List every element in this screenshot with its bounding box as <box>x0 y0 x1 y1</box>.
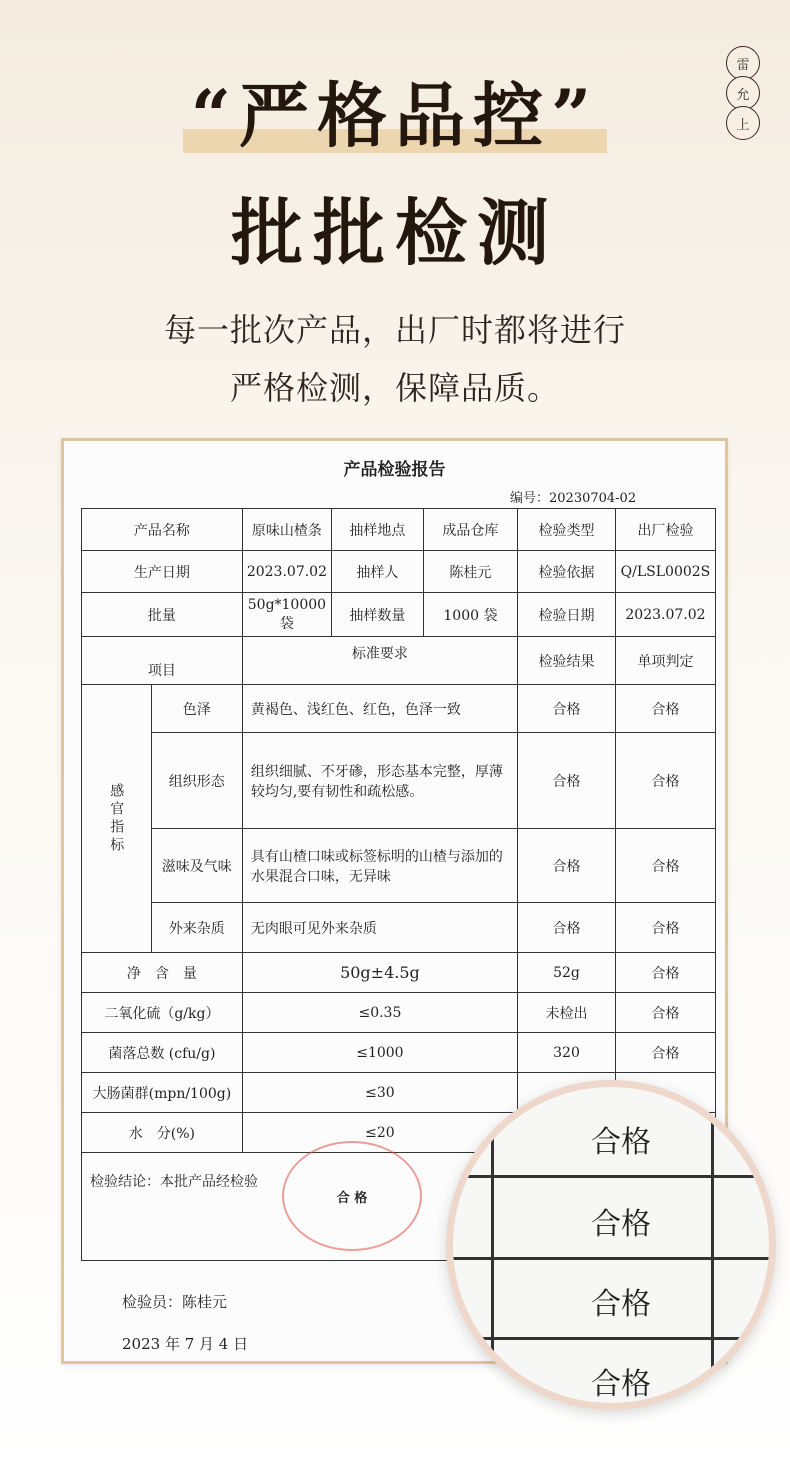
grid-line <box>453 1257 769 1260</box>
table-row <box>82 685 716 733</box>
table-cell: 抽样数量 <box>332 593 424 637</box>
table-cell: 成品仓库 <box>423 509 517 551</box>
conclusion-value: 合 格 <box>336 1190 368 1206</box>
table-cell: 生产日期 <box>82 551 243 593</box>
table-cell: 色泽 <box>151 685 242 733</box>
magnified-result: 合格 <box>591 1125 651 1160</box>
table-cell: 未检出 <box>518 993 616 1033</box>
conclusion-label: 检验结论：本批产品经检验 <box>90 1174 258 1190</box>
header-judgement: 单项判定 <box>615 637 715 685</box>
grid-line <box>453 1337 769 1340</box>
table-cell: 原味山楂条 <box>242 509 331 551</box>
table-row <box>82 993 716 1033</box>
table-cell: 50g*10000 袋 <box>242 593 331 637</box>
table-row <box>82 829 716 903</box>
table-cell: 合格 <box>615 903 715 953</box>
table-cell: 50g±4.5g <box>242 953 517 993</box>
table-header-row <box>82 637 716 685</box>
subtitle-line: 严格检测，保障品质。 <box>229 369 560 407</box>
magnified-result: 合格 <box>591 1367 651 1402</box>
table-cell: 合格 <box>518 829 616 903</box>
hero-title-line2: 批批检测 <box>230 190 559 275</box>
table-row <box>82 903 716 953</box>
sensory-group-label <box>82 685 152 953</box>
header-result: 检验结果 <box>518 637 616 685</box>
table-cell: 滋味及气味 <box>151 829 242 903</box>
inspector: 检验员：陈桂元 <box>122 1293 228 1311</box>
report-number: 编号：20230704-02 <box>510 491 637 506</box>
table-cell: 出厂检验 <box>615 509 715 551</box>
report-date: 2023 年 7 月 4 日 <box>122 1335 249 1353</box>
table-cell: 合格 <box>615 685 715 733</box>
grid-line <box>711 1087 714 1403</box>
table-cell: 组织细腻、不牙碜，形态基本完整，厚薄较均匀,要有韧性和疏松感。 <box>242 733 517 829</box>
header-standard: 标准要求 <box>242 637 517 685</box>
table-cell: 2023.07.02 <box>615 593 715 637</box>
table-cell: 合格 <box>615 1033 715 1073</box>
table-row <box>82 953 716 993</box>
table-cell: 320 <box>518 1033 616 1073</box>
report-title: 产品检验报告 <box>343 460 446 480</box>
table-cell: 无肉眼可见外来杂质 <box>242 903 517 953</box>
header-item: 项目 <box>82 637 243 685</box>
grid-line <box>491 1087 494 1403</box>
table-cell: 合格 <box>615 733 715 829</box>
table-row <box>82 593 716 637</box>
table-cell: 合格 <box>518 685 616 733</box>
table-cell: 产品名称 <box>82 509 243 551</box>
table-cell: 合格 <box>615 953 715 993</box>
table-cell: 抽样地点 <box>332 509 424 551</box>
table-cell: 大肠菌群(mpn/100g) <box>82 1073 243 1113</box>
table-cell: 组织形态 <box>151 733 242 829</box>
official-seal <box>282 1141 422 1251</box>
table-cell: ≤20 <box>242 1113 517 1153</box>
table-cell: 检验依据 <box>518 551 616 593</box>
magnified-result: 合格 <box>591 1287 651 1322</box>
table-row <box>82 551 716 593</box>
hero-subtitle <box>0 301 790 417</box>
table-row <box>82 509 716 551</box>
table-cell: 批量 <box>82 593 243 637</box>
table-cell: ≤1000 <box>242 1033 517 1073</box>
table-row <box>82 733 716 829</box>
table-cell: 黄褐色、浅红色、红色，色泽一致 <box>242 685 517 733</box>
grid-line <box>453 1175 769 1178</box>
table-row <box>82 1033 716 1073</box>
table-cell: 水 分(%) <box>82 1113 243 1153</box>
table-cell: 合格 <box>518 903 616 953</box>
table-cell: 合格 <box>615 993 715 1033</box>
sensory-group-text: 感官指标 <box>108 782 125 855</box>
magnifier-zoom <box>446 1080 776 1410</box>
table-cell: 合格 <box>518 733 616 829</box>
table-cell: 52g <box>518 953 616 993</box>
subtitle-line: 每一批次产品，出厂时都将进行 <box>163 311 626 349</box>
table-cell: ≤30 <box>242 1073 517 1113</box>
table-cell: 菌落总数 (cfu/g) <box>82 1033 243 1073</box>
table-cell: 2023.07.02 <box>242 551 331 593</box>
table-cell: 陈桂元 <box>423 551 517 593</box>
hero <box>0 60 790 417</box>
table-cell: 具有山楂口味或标签标明的山楂与添加的水果混合口味，无异味 <box>242 829 517 903</box>
table-cell: 合格 <box>615 829 715 903</box>
table-cell: ≤0.35 <box>242 993 517 1033</box>
table-cell: 二氧化硫（g/kg） <box>82 993 243 1033</box>
brand-char: 雷 <box>726 46 760 80</box>
hero-title-text: “严格品控” <box>190 74 600 157</box>
table-cell: 检验类型 <box>518 509 616 551</box>
table-cell: 1000 袋 <box>423 593 517 637</box>
table-cell: 抽样人 <box>332 551 424 593</box>
table-cell: Q/LSL0002S <box>615 551 715 593</box>
table-cell: 检验日期 <box>518 593 616 637</box>
table-cell: 净 含 量 <box>82 953 243 993</box>
hero-title-line1 <box>191 60 600 161</box>
magnified-result: 合格 <box>591 1207 651 1242</box>
brand-char: 允 <box>726 76 760 110</box>
brand-char: 上 <box>726 106 760 140</box>
table-cell: 外来杂质 <box>151 903 242 953</box>
